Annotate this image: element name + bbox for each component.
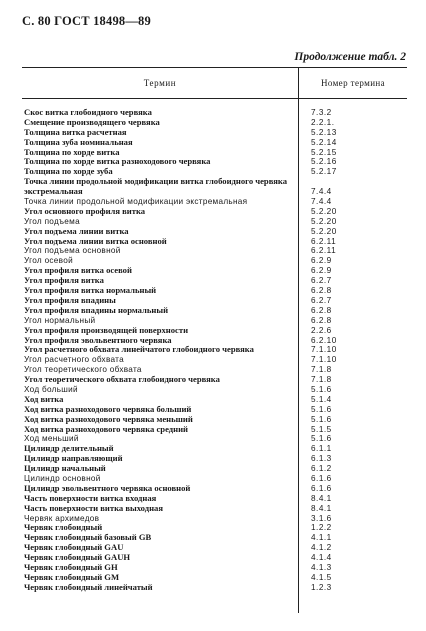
term-number-cell: 5.2.15 — [311, 147, 337, 157]
table-row — [22, 425, 407, 435]
term-cell: Ход больший — [24, 384, 78, 394]
term-cell: Угол профиля витка нормальный — [24, 285, 157, 296]
term-cell: Угол теоретического обхвата — [24, 365, 142, 375]
table-row — [22, 237, 407, 247]
term-number-cell: 6.1.6 — [311, 473, 332, 483]
table-row — [22, 385, 407, 395]
term-number-cell: 6.2.9 — [311, 266, 332, 276]
term-cell: Червяк глобоидный базовый GB — [24, 532, 152, 543]
term-cell: Угол основного профиля витка — [24, 205, 146, 216]
header-rule — [22, 98, 407, 99]
term-cell: Скос витка глобоидного червяка — [24, 107, 152, 117]
table-row — [22, 504, 407, 514]
term-number-cell: 6.1.2 — [311, 464, 332, 474]
terms-table — [22, 67, 407, 613]
term-number-cell: 5.2.14 — [311, 137, 337, 147]
table-row — [22, 375, 407, 385]
term-number-cell: 5.2.17 — [311, 167, 337, 177]
term-number-cell: 7.4.4 — [311, 187, 332, 197]
term-cell: Ход витка разноходового червяка больший — [24, 403, 192, 414]
term-number-cell: 5.2.20 — [311, 216, 337, 226]
table-row — [22, 464, 407, 474]
term-cell: Толщина по хорде витка разноходового червяка — [24, 156, 211, 167]
term-cell: Ход витка разноходового червяка меньший — [24, 413, 193, 424]
term-cell: Угол профиля производящей поверхности — [24, 324, 189, 335]
term-number-cell: 5.1.5 — [311, 424, 332, 434]
term-number-cell: 7.1.10 — [311, 345, 337, 355]
term-number-cell: 4.1.3 — [311, 562, 332, 572]
term-cell: Угол профиля эвольвентного червяка — [24, 334, 172, 345]
term-number-cell: 8.4.1 — [311, 503, 332, 513]
term-number-cell: 4.1.1 — [311, 533, 332, 543]
term-cell: Точка линии продольной модификации витка глобоидного червяка экстремальная — [24, 176, 288, 197]
term-number-cell: 7.4.4 — [311, 197, 332, 207]
term-number-cell: 5.2.13 — [311, 127, 337, 137]
term-cell: Угол профиля витка осевой — [24, 265, 132, 276]
term-cell: Угол профиля впадины нормальный — [24, 304, 169, 315]
term-cell: Угол подъема линии витка — [24, 225, 129, 236]
term-number-cell: 5.1.6 — [311, 404, 332, 414]
term-cell: Червяк глобоидный GH — [24, 561, 118, 572]
table-row — [22, 583, 407, 593]
term-cell: Червяк глобоидный GM — [24, 571, 120, 582]
term-number-cell: 1.2.3 — [311, 582, 332, 592]
term-cell: Угол подъема линии витка основной — [24, 235, 167, 246]
term-cell: Червяк глобоидный линейчатый — [24, 581, 153, 592]
term-number-cell: 5.2.20 — [311, 206, 337, 216]
term-cell: Угол теоретического обхвата глобоидного червяка — [24, 374, 220, 385]
table-row — [22, 177, 407, 197]
term-cell: Угол осевой — [24, 256, 73, 266]
term-cell: Смещение производящего червяка — [24, 116, 160, 127]
term-number-cell: 6.1.3 — [311, 454, 332, 464]
term-number-cell: 5.1.4 — [311, 394, 332, 404]
term-number-cell: 6.2.11 — [311, 236, 337, 246]
term-number-cell: 2.2.6 — [311, 325, 332, 335]
table-row — [22, 246, 407, 256]
term-cell: Угол профиля впадины — [24, 294, 116, 305]
term-cell: Цилиндр эвольвентного червяка основной — [24, 482, 191, 493]
term-cell: Цилиндр направляющий — [24, 453, 123, 464]
term-number-cell: 6.2.8 — [311, 286, 332, 296]
term-number-cell: 1.2.2 — [311, 523, 332, 533]
term-number-cell: 3.1.6 — [311, 513, 332, 523]
table-row — [22, 355, 407, 365]
term-cell: Ход меньший — [24, 434, 79, 444]
term-cell: Часть поверхности витка выходная — [24, 502, 163, 513]
term-number-cell: 2.2.1. — [311, 117, 335, 127]
term-cell: Толщина зуба номинальная — [24, 136, 133, 147]
table-rows — [22, 108, 407, 593]
term-cell: Ход витка — [24, 393, 64, 404]
term-number-cell: 4.1.4 — [311, 553, 332, 563]
term-number-cell: 5.1.6 — [311, 414, 332, 424]
term-cell: Цилиндр основной — [24, 473, 101, 483]
term-cell: Толщина витка расчетная — [24, 126, 127, 137]
term-number-cell: 6.2.8 — [311, 305, 332, 315]
term-number-cell: 4.1.5 — [311, 572, 332, 582]
term-number-cell: 7.1.8 — [311, 375, 332, 385]
table-row — [22, 207, 407, 217]
column-header-number: Номер термина — [320, 78, 386, 88]
term-cell: Ход витка разноходового червяка средний — [24, 423, 188, 434]
term-cell: Червяк глобоидный — [24, 522, 103, 533]
table-row — [22, 345, 407, 355]
term-cell: Цилиндр делительный — [24, 443, 114, 454]
term-number-cell: 4.1.2 — [311, 543, 332, 553]
term-number-cell: 6.2.7 — [311, 276, 332, 286]
table-continuation-caption: Продолжение табл. 2 — [294, 51, 406, 63]
term-number-cell: 5.2.20 — [311, 226, 337, 236]
term-cell: Червяк глобоидный GAU — [24, 542, 124, 553]
term-number-cell: 6.1.6 — [311, 483, 332, 493]
term-cell: Угол расчетного обхвата линейчатого глобоидного червяка — [24, 344, 254, 355]
term-number-cell: 6.2.7 — [311, 295, 332, 305]
term-number-cell: 7.1.10 — [311, 355, 337, 365]
term-number-cell: 5.1.6 — [311, 384, 332, 394]
term-number-cell: 5.1.6 — [311, 434, 332, 444]
term-number-cell: 8.4.1 — [311, 493, 332, 503]
term-number-cell: 6.2.11 — [311, 246, 337, 256]
column-header-term: Термин — [143, 78, 177, 88]
term-number-cell: 6.2.9 — [311, 256, 332, 266]
term-cell: Угол подъема — [24, 216, 80, 226]
term-cell: Цилиндр начальный — [24, 463, 106, 474]
term-cell: Толщина по хорде зуба — [24, 166, 113, 177]
term-cell: Червяк глобоидный GAUH — [24, 552, 131, 563]
term-cell: Угол расчетного обхвата — [24, 355, 124, 365]
term-cell: Точка линии продольной модификации экстремальная — [24, 197, 248, 207]
term-number-cell: 6.2.10 — [311, 335, 337, 345]
term-cell: Часть поверхности витка входная — [24, 492, 157, 503]
term-number-cell: 5.2.16 — [311, 157, 337, 167]
term-cell: Угол подъема основной — [24, 246, 121, 256]
term-cell: Угол профиля витка — [24, 275, 104, 286]
term-cell: Угол нормальный — [24, 315, 96, 325]
page-header: С. 80 ГОСТ 18498—89 — [22, 14, 151, 28]
table-row — [22, 306, 407, 316]
term-number-cell: 6.2.8 — [311, 315, 332, 325]
term-number-cell: 7.3.2 — [311, 108, 332, 117]
term-cell: Толщина по хорде витка — [24, 146, 120, 157]
term-number-cell: 6.1.1 — [311, 444, 332, 454]
term-cell: Червяк архимедов — [24, 513, 100, 523]
term-number-cell: 7.1.8 — [311, 365, 332, 375]
